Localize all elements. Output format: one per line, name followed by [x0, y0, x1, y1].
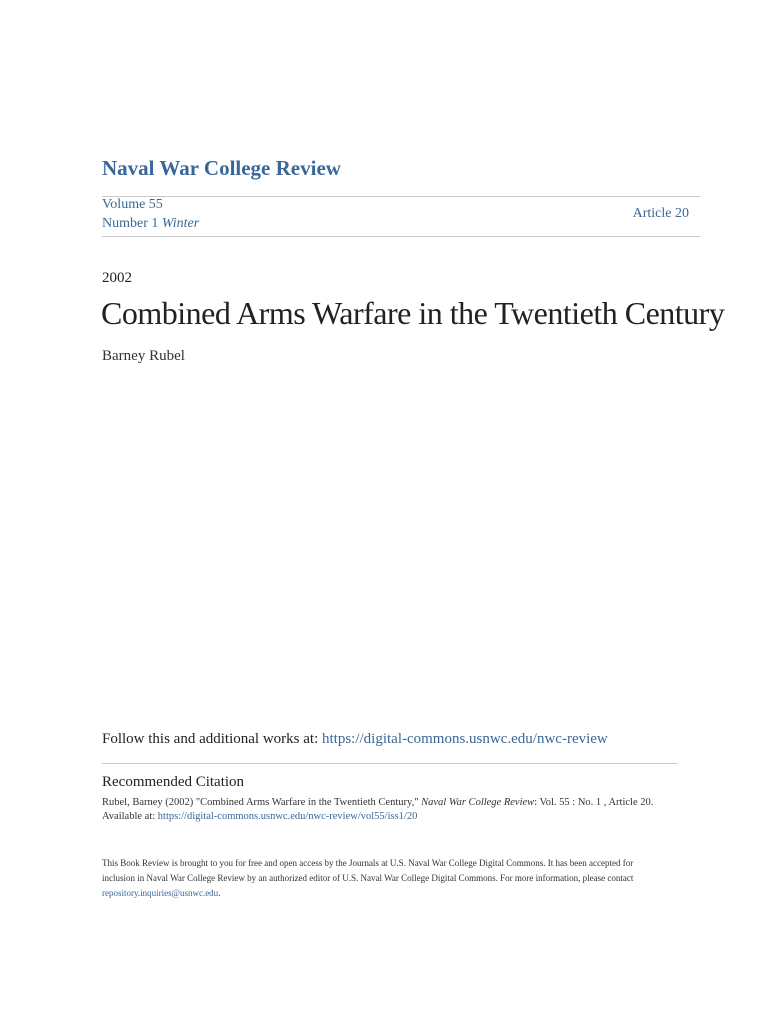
contact-email-link[interactable]: repository.inquiries@usnwc.edu	[102, 888, 219, 898]
notice-text: This Book Review is brought to you for free and open access by the Journals at U.S. Naval War College Digital Commons. It has been accepted for inclusion in Naval War College Review by an authorized editor of U.S. Naval War College Digital Commons. For more information, please contact	[102, 858, 634, 883]
journal-title-link[interactable]: Naval War College Review	[102, 156, 341, 180]
citation-divider	[102, 763, 678, 764]
issue-season: Winter	[161, 216, 200, 231]
issue-number: Number 1	[102, 216, 159, 231]
recommended-citation-heading: Recommended Citation	[102, 774, 245, 790]
citation-block	[102, 796, 702, 824]
article-number-link[interactable]: Article 20	[632, 206, 689, 221]
follow-label: Follow this and additional works at:	[102, 731, 322, 747]
article-title: Combined Arms Warfare in the Twentieth Century	[101, 295, 725, 331]
citation-text-before: Rubel, Barney (2002) "Combined Arms Warfare in the Twentieth Century,"	[102, 797, 422, 808]
author-name: Barney Rubel	[102, 348, 185, 364]
header-top-divider	[102, 196, 700, 197]
follow-url-link[interactable]: https://digital-commons.usnwc.edu/nwc-review	[321, 731, 608, 747]
volume-link[interactable]: Volume 55	[102, 197, 163, 212]
follow-line	[102, 731, 608, 748]
access-notice	[102, 856, 662, 901]
available-label: Available at:	[102, 811, 158, 822]
publication-year: 2002	[102, 270, 132, 286]
header-bottom-divider	[102, 236, 700, 237]
notice-end: .	[218, 888, 221, 898]
citation-journal: Naval War College Review	[421, 797, 535, 808]
citation-text-after: : Vol. 55 : No. 1 , Article 20.	[534, 797, 654, 808]
issue-link[interactable]	[102, 216, 199, 232]
available-url-link[interactable]: https://digital-commons.usnwc.edu/nwc-review/vol55/iss1/20	[157, 811, 418, 822]
